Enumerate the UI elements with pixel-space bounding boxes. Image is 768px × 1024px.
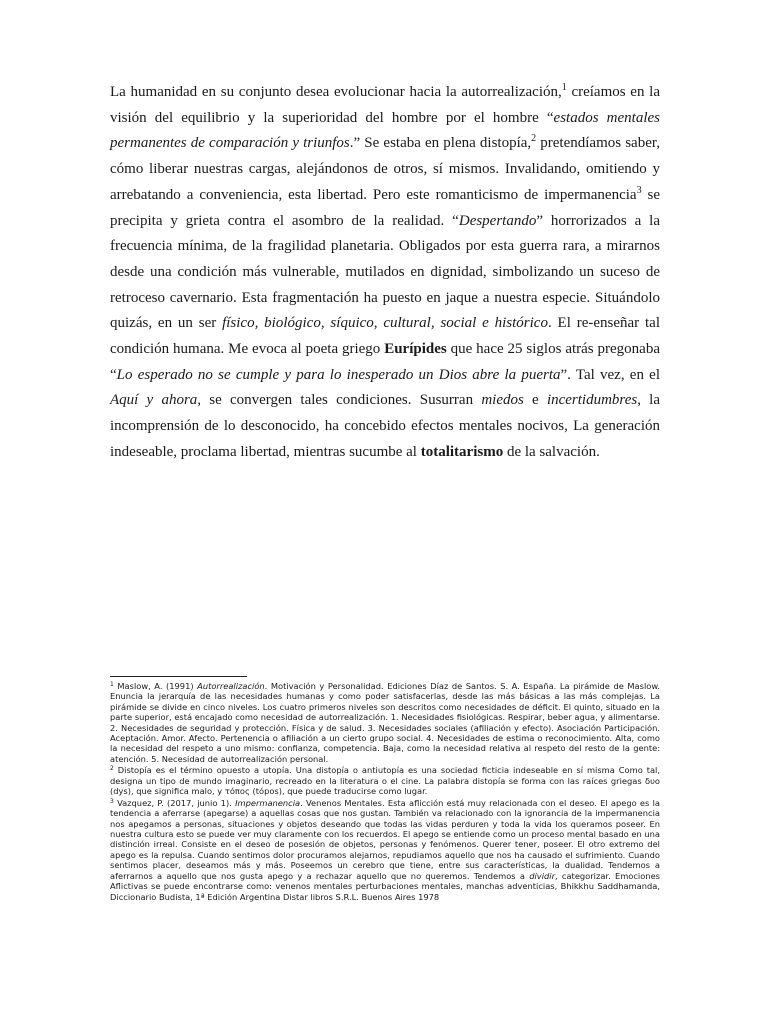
text-run: e bbox=[523, 392, 547, 409]
text-run: se precipita y grieta contra el asombro de la realidad. “ bbox=[110, 186, 660, 229]
footnote-italic: dividir bbox=[529, 870, 556, 881]
italic-quote: estados mentales permanentes de comparación y triunfos bbox=[110, 109, 660, 152]
footnote-text: Maslow, A. (1991) bbox=[113, 681, 198, 691]
footnote-number: 3 bbox=[110, 797, 114, 805]
text-run: , la incomprensión de lo desconocido, ha concebido efectos mentales nocivos, La generación indeseable, proclama libertad, mientras sucumbe al bbox=[110, 392, 661, 460]
text-run: se convergen tales condiciones. Susurran bbox=[201, 392, 482, 409]
text-run: . El re-enseñar tal condición humana. Me evoca al poeta griego bbox=[110, 315, 661, 358]
text-run: pretendíamos saber, cómo liberar nuestras cargas, alejándonos de otros, sí mismos. Invalidando, omitiendo y arrebatando a conveniencia, esta libertad. Pero este romanticismo de impermanencia bbox=[110, 135, 661, 203]
footnote-2 bbox=[110, 765, 660, 796]
footnote-italic: Autorrealización bbox=[197, 681, 265, 691]
text-run: que hace 25 siglos atrás pregonaba “ bbox=[110, 341, 660, 383]
footnote-3 bbox=[110, 798, 660, 902]
footnote-number: 2 bbox=[110, 765, 114, 773]
footnote-italic: Impermanencia bbox=[235, 797, 301, 808]
text-run: ”. Tal vez, en el bbox=[560, 366, 660, 383]
footnote-text: . Motivación y Personalidad. Ediciones Díaz de Santos. S. A. España. La pirámide de Maslow. Enuncia la jerarquía de las necesidades humanas y como poder satisfacerlas, desde las más básicas a las más complejas. La pirámide se divide en cinco niveles. Los cuatro primeros niveles son descritos como necesidades de déficit. El quinto, situado en la parte superior, está encajado como necesidad de autorrealización. 1. Necesidades fisiológicas. Respirar, beber agua, y alimentarse. 2. Necesidades de seguridad y protección. Física y de salud. 3. Necesidades sociales (afiliación y efecto). Asociación Participación. Aceptación. Amor. Afecto. Pertenencia o afiliación a un cierto grupo social. 4. Necesidades de estima o reconocimiento. Alta, como la necesidad del respeto a uno mismo: confianza, competencia. Baja, como la necesidad relativa al respeto del resto de la gente: atención. 5. Necesidad de autorrealización personal. bbox=[110, 681, 660, 764]
footnotes bbox=[110, 681, 660, 903]
footnote-text: . Venenos Mentales. Esta aflicción está muy relacionada con el deseo. El apego es la tendencia a aferrarse (apegarse) a aquellas cosas que nos gustan. También va relacionado con la ignorancia de la impermanencia nos apegamos a personas, situaciones y objetos deseando que todas las vidas perduren y toda la vida los queramos poseer. En nuestra cultura esto se puede ver muy claramente con los recuerdos. El apego se entiende como un proceso mental basado en una distinción irreal. Consiste en el deseo de posesión de objetos, personas y fenómenos. Querer tener, poseer. El otro extremo del apego es la repulsa. Cuando sentimos dolor procuramos alejarnos, repudiamos aquello que nos ha causado el sufrimiento. Cuando sentimos placer, deseamos más y más. Poseemos un cerebro que tiene, entre sus características, la dualidad. Tendemos a aferrarnos a aquello que nos gusta apego y a rechazar aquello que no queremos. Tendemos a bbox=[110, 797, 660, 881]
footnote-text: , categorizar. Emociones Aflictivas se puede encontrarse como: venenos mentales perturbaciones mentales, manchas adventicias, Bhikkhu Saddhamanda, Diccionario Budista, 1ª Edición Argentina Distar libros S.R.L. Buenos Aires 1978 bbox=[110, 870, 660, 902]
text-run: creíamos en la visión del equilibrio y la superioridad del hombre por el hombre “ bbox=[110, 84, 660, 126]
italic-word: incertidumbres bbox=[546, 392, 638, 409]
text-run: ” horrorizados a la frecuencia mínima, de la fragilidad planetaria. Obligados por esta guerra rara, a mirarnos desde una condición más vulnerable, mutilados en dignidad, simbolizando un suceso de retroceso cavernario. Esta fragmentación ha puesto en jaque a nuestra especie. Situándolo quizás, en un ser bbox=[110, 212, 660, 332]
footnote-separator bbox=[110, 676, 247, 677]
italic-phrase: físico, biológico, síquico, cultural, social e histórico bbox=[222, 315, 548, 332]
italic-quote: Lo esperado no se cumple y para lo inesperado un Dios abre la puerta bbox=[116, 366, 561, 383]
footnote-1 bbox=[110, 681, 660, 764]
footnote-number: 1 bbox=[110, 681, 114, 688]
footnote-ref-1[interactable]: 1 bbox=[561, 82, 567, 93]
main-paragraph bbox=[110, 80, 660, 466]
footnote-text: Distopía es el término opuesto a utopía. Una distopía o antiutopía es una sociedad ficticia indeseable en sí misma Como tal, designa un tipo de mundo imaginario, recreado en la literatura o el cine. La palabra distopía se forma con las raíces griegas δυο (dys), que significa malo, y τόπος (tópos), que puede traducirse como lugar. bbox=[110, 765, 660, 797]
italic-word: miedos bbox=[481, 392, 524, 409]
footnote-ref-2[interactable]: 2 bbox=[531, 133, 537, 145]
footnote-ref-3[interactable]: 3 bbox=[636, 184, 642, 196]
text-run: de la salvación. bbox=[503, 443, 600, 460]
italic-phrase: Aquí y ahora, bbox=[110, 392, 202, 409]
text-run: .” Se estaba en plena distopía, bbox=[349, 135, 532, 152]
italic-word: Despertando bbox=[458, 212, 537, 229]
footnote-text: Vazquez, P. (2017, junio 1). bbox=[113, 797, 236, 808]
text-run: La humanidad en su conjunto desea evolucionar hacia la autorrealización, bbox=[110, 84, 562, 100]
bold-name: Eurípides bbox=[384, 341, 447, 358]
bold-word: totalitarismo bbox=[420, 443, 504, 460]
